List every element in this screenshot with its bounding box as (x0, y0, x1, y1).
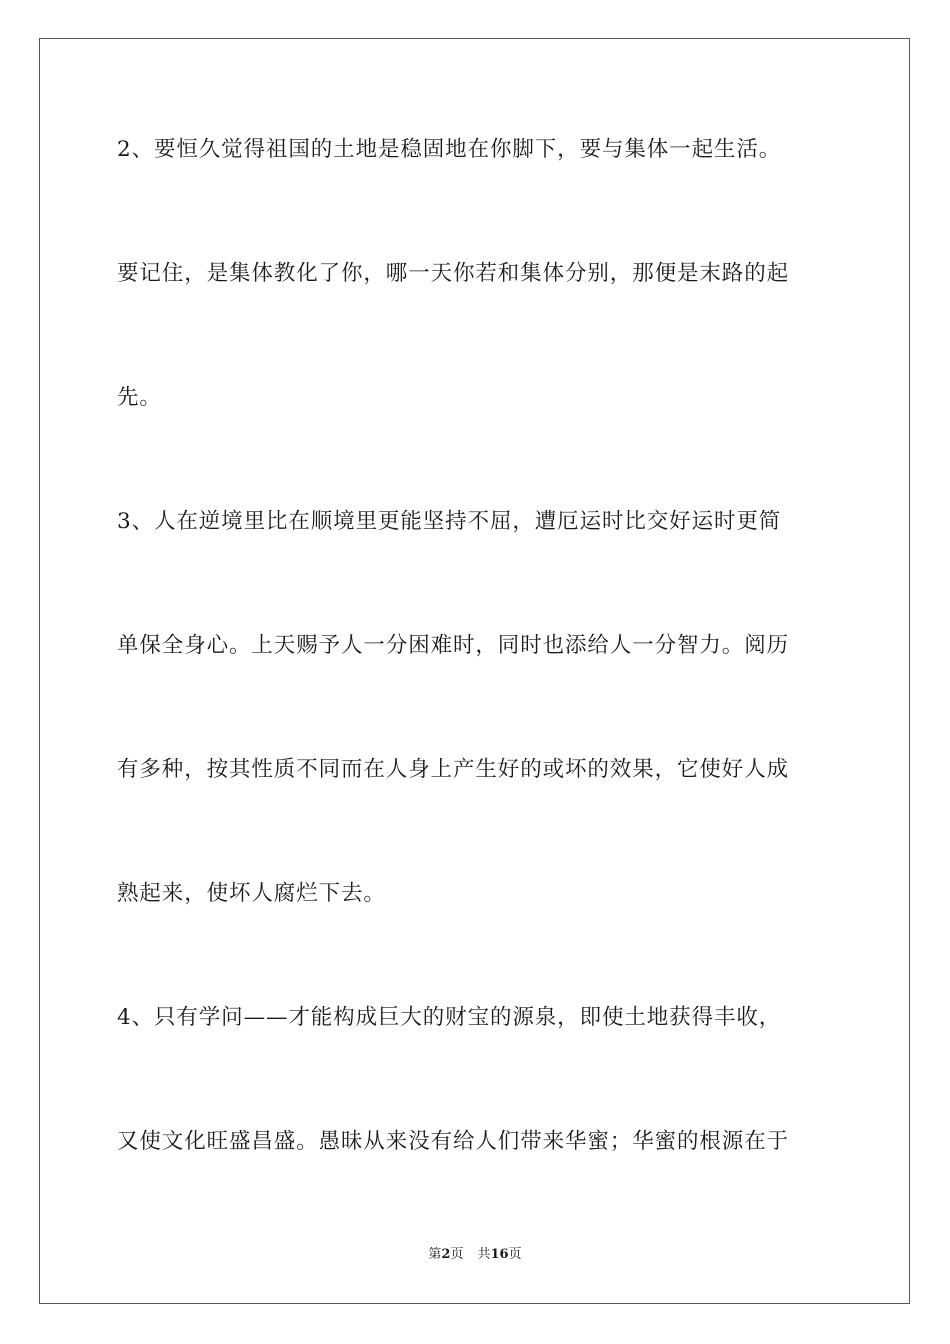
page-frame (39, 38, 910, 1304)
total-label-suffix: 页 (508, 1247, 522, 1262)
text-line-6: 有多种，按其性质不同而在人身上产生好的或坏的效果，它使好人成 (117, 757, 790, 782)
page-number: 2 (441, 1247, 451, 1262)
text-line-2: 要记住，是集体教化了你，哪一天你若和集体分别，那便是末路的起 (117, 261, 790, 286)
total-pages: 16 (490, 1247, 509, 1262)
text-line-5: 单保全身心。上天赐予人一分困难时，同时也添给人一分智力。阅历 (117, 633, 790, 658)
total-label-prefix: 共 (477, 1247, 491, 1262)
text-line-9: 又使文化旺盛昌盛。愚昧从来没有给人们带来华蜜；华蜜的根源在于 (117, 1129, 790, 1154)
text-line-4: 3、人在逆境里比在顺境里更能坚持不屈，遭厄运时比交好运时更简 (117, 509, 782, 534)
text-line-1: 2、要恒久觉得祖国的土地是稳固地在你脚下，要与集体一起生活。 (117, 137, 782, 162)
page-label-prefix: 第 (428, 1247, 442, 1262)
page-label-suffix: 页 (450, 1247, 464, 1262)
page-footer (0, 1246, 950, 1264)
text-line-3: 先。 (117, 385, 162, 410)
text-line-8: 4、只有学问——才能构成巨大的财宝的源泉，即使土地获得丰收， (117, 1005, 782, 1030)
text-line-7: 熟起来，使坏人腐烂下去。 (117, 881, 386, 906)
